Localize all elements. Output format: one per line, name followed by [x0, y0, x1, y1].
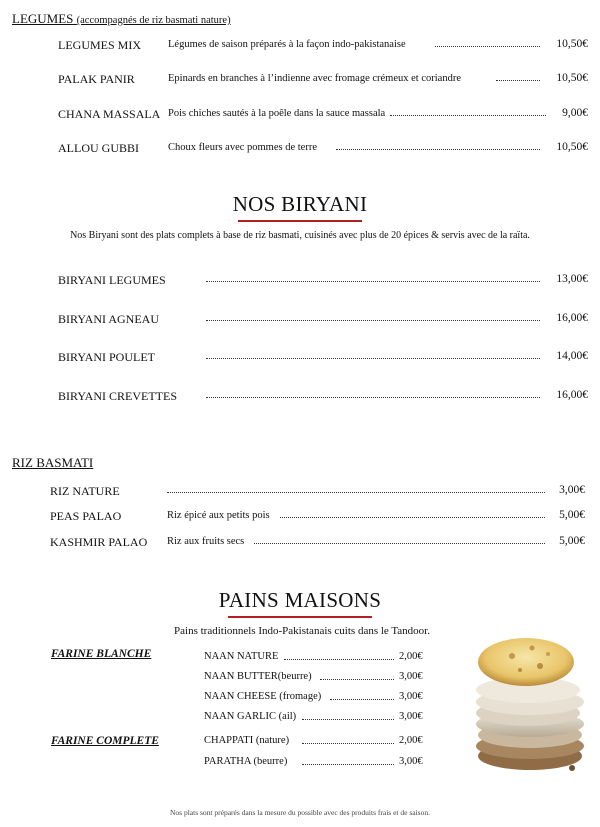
- dot-leader: [336, 149, 540, 150]
- biryani-title-underline: [238, 220, 362, 222]
- dot-leader: [280, 517, 545, 518]
- dot-leader: [284, 659, 394, 660]
- item-name: RIZ NATURE: [50, 484, 120, 498]
- menu-item: [50, 535, 585, 551]
- item-name: PEAS PALAO: [50, 509, 122, 523]
- item-price: 10,50€: [556, 72, 588, 84]
- category-farine-complete: FARINE COMPLETE: [51, 735, 159, 747]
- item-name: ALLOU GUBBI: [58, 141, 139, 155]
- dot-leader: [167, 492, 545, 493]
- biryani-intro: Nos Biryani sont des plats complets à base de riz basmati, cuisinés avec plus de 20 épices & servis avec de la raïta.: [70, 230, 530, 241]
- legumes-heading: [12, 11, 231, 27]
- dot-leader: [435, 46, 540, 47]
- bread-price: 3,00€: [399, 671, 423, 682]
- item-name: KASHMIR PALAO: [50, 535, 148, 549]
- legumes-heading-text: LEGUMES: [12, 11, 74, 26]
- bread-item: [204, 691, 429, 705]
- menu-item: [58, 38, 588, 54]
- item-price: 10,50€: [556, 141, 588, 153]
- dot-leader: [302, 743, 394, 744]
- dot-leader: [320, 679, 394, 680]
- riz-heading: RIZ BASMATI: [12, 455, 94, 470]
- dot-leader: [206, 358, 540, 359]
- bread-name: NAAN NATURE: [204, 651, 279, 662]
- bread-name: CHAPPATI (nature): [204, 735, 290, 746]
- item-price: 9,00€: [562, 107, 588, 119]
- bread-price: 2,00€: [399, 735, 423, 746]
- bread-item: [204, 711, 429, 725]
- item-price: 14,00€: [556, 350, 588, 362]
- dot-leader: [330, 699, 394, 700]
- bread-price: 2,00€: [399, 651, 423, 662]
- dot-leader: [206, 281, 540, 282]
- dot-leader: [206, 320, 540, 321]
- biryani-title: NOS BIRYANI: [232, 192, 368, 216]
- dot-leader: [390, 115, 546, 116]
- menu-item: [50, 484, 585, 500]
- dot-leader: [206, 397, 540, 398]
- bread-price: 3,00€: [399, 691, 423, 702]
- menu-item: [58, 107, 588, 123]
- footer-note: Nos plats sont préparés dans la mesure du possible avec des produits frais et de saison.: [170, 808, 430, 817]
- bread-item: [204, 735, 429, 749]
- item-name: PALAK PANIR: [58, 72, 135, 86]
- item-price: 5,00€: [559, 535, 585, 547]
- item-desc: Pois chiches sautés à la poêle dans la sauce massala: [168, 108, 386, 119]
- bread-item: [204, 756, 429, 770]
- bread-price: 3,00€: [399, 756, 423, 767]
- dot-leader: [302, 719, 394, 720]
- item-name: BIRYANI POULET: [58, 350, 156, 364]
- item-price: 10,50€: [556, 38, 588, 50]
- item-price: 16,00€: [556, 389, 588, 401]
- item-price: 16,00€: [556, 312, 588, 324]
- menu-item: [58, 72, 588, 88]
- item-name: BIRYANI LEGUMES: [58, 273, 166, 287]
- dot-leader: [302, 764, 394, 765]
- pains-intro: Pains traditionnels Indo-Pakistanais cuits dans le Tandoor.: [174, 625, 430, 637]
- bread-name: PARATHA (beurre): [204, 756, 288, 767]
- item-name: BIRYANI CREVETTES: [58, 389, 178, 403]
- item-desc: Choux fleurs avec pommes de terre: [168, 142, 317, 153]
- menu-item: [58, 273, 588, 289]
- item-price: 5,00€: [559, 509, 585, 521]
- naan-stack-image: [470, 618, 590, 778]
- menu-item: [58, 141, 588, 157]
- menu-item: [58, 312, 588, 328]
- legumes-heading-note: (accompagnés de riz basmati nature): [76, 15, 231, 26]
- item-desc: Riz aux fruits secs: [167, 536, 245, 547]
- pains-title: PAINS MAISONS: [218, 588, 382, 612]
- bread-name: NAAN BUTTER(beurre): [204, 671, 312, 682]
- dot-leader: [496, 80, 540, 81]
- menu-item: [58, 350, 588, 366]
- item-desc: Légumes de saison préparés à la façon indo-pakistanaise: [168, 39, 406, 50]
- item-price: 3,00€: [559, 484, 585, 496]
- category-farine-blanche: FARINE BLANCHE: [51, 648, 152, 660]
- bread-name: NAAN GARLIC (ail): [204, 711, 297, 722]
- bread-item: [204, 651, 429, 665]
- item-desc: Epinards en branches à l’indienne avec fromage crémeux et coriandre: [168, 73, 461, 84]
- dot-leader: [254, 543, 545, 544]
- bread-price: 3,00€: [399, 711, 423, 722]
- item-price: 13,00€: [556, 273, 588, 285]
- item-name: BIRYANI AGNEAU: [58, 312, 160, 326]
- bread-item: [204, 671, 429, 685]
- item-name: CHANA MASSALA: [58, 107, 161, 121]
- menu-item: [50, 509, 585, 525]
- menu-item: [58, 389, 588, 405]
- pains-title-underline: [228, 616, 372, 618]
- bread-name: NAAN CHEESE (fromage): [204, 691, 322, 702]
- item-name: LEGUMES MIX: [58, 38, 141, 52]
- item-desc: Riz épicé aux petits pois: [167, 510, 270, 521]
